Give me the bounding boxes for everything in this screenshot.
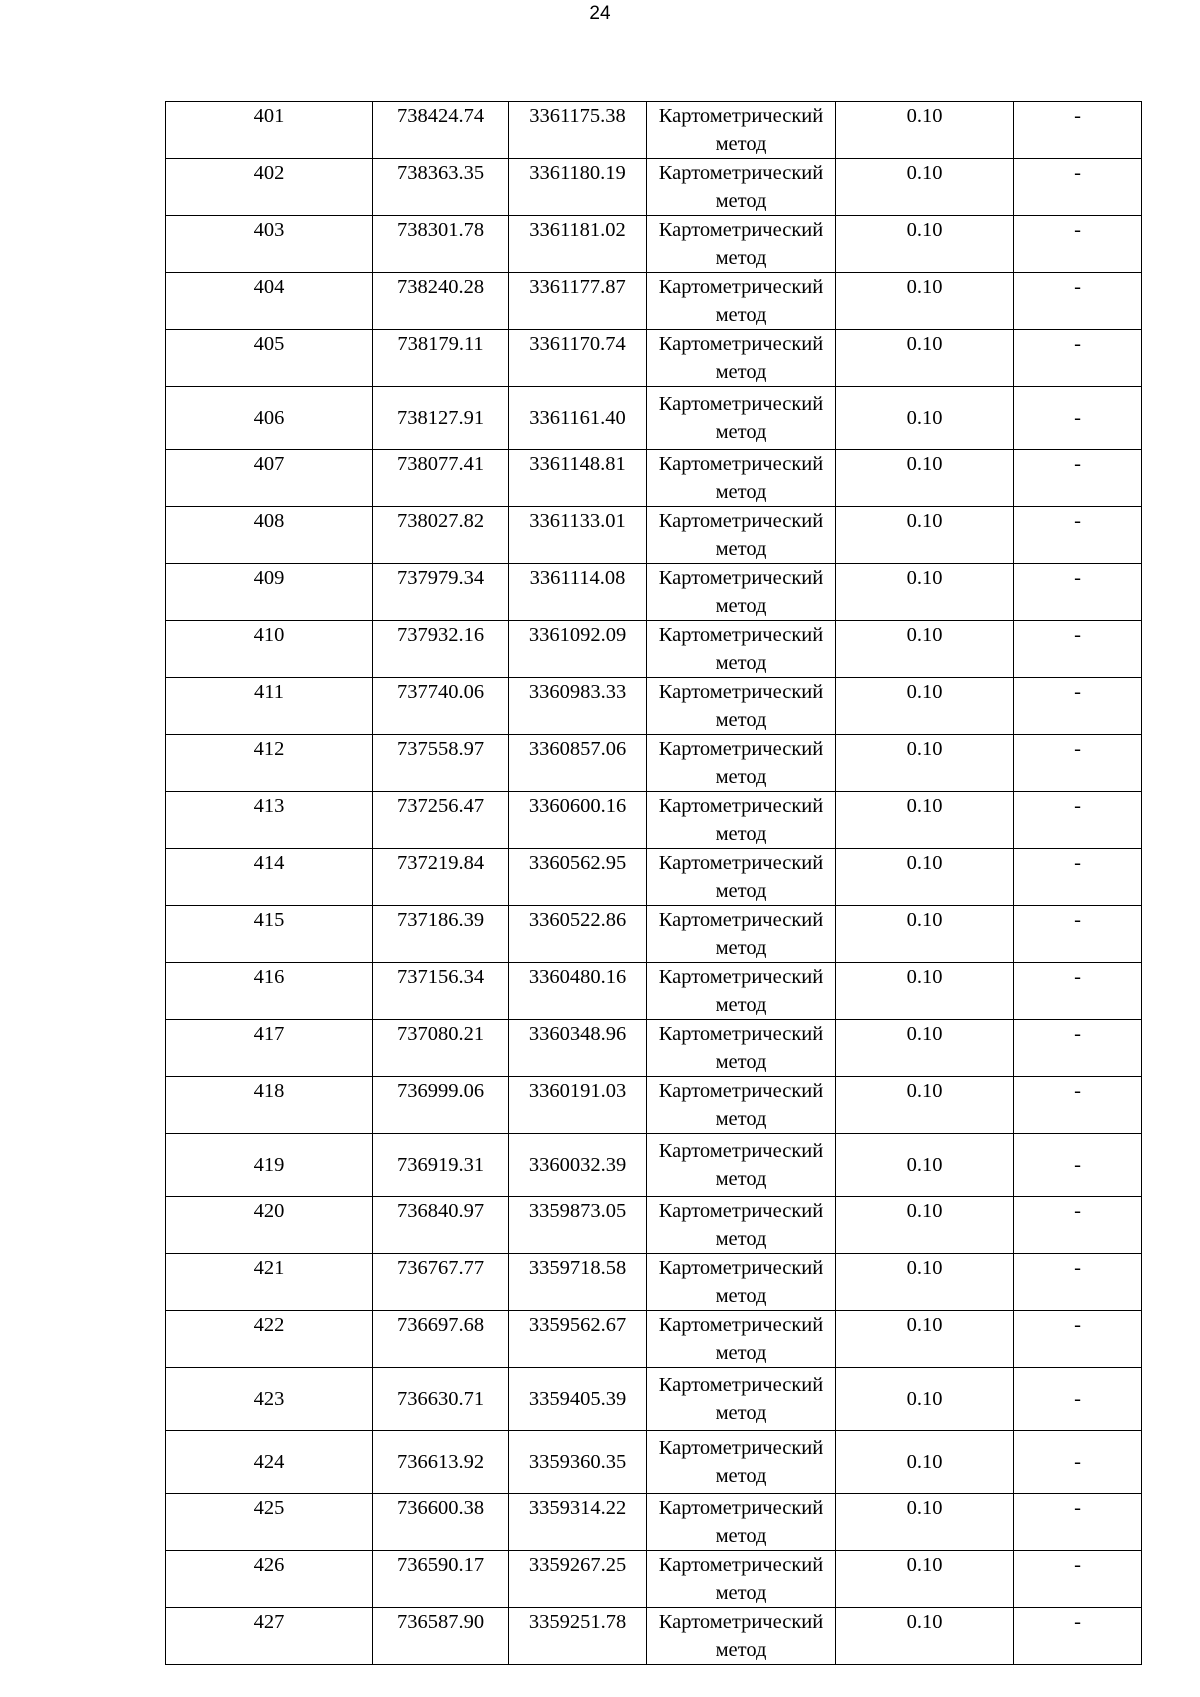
y-coordinate-cell: 3359267.25: [509, 1551, 647, 1608]
y-coordinate-cell: 3359314.22: [509, 1494, 647, 1551]
method-cell: Картометрический метод: [647, 1197, 836, 1254]
point-number-cell: 422: [166, 1311, 373, 1368]
table-row: [166, 963, 1142, 1020]
method-cell: Картометрический метод: [647, 1494, 836, 1551]
accuracy-cell: 0.10: [836, 273, 1014, 330]
note-cell: -: [1014, 1020, 1142, 1077]
y-coordinate-cell: 3361180.19: [509, 159, 647, 216]
accuracy-cell: 0.10: [836, 1494, 1014, 1551]
x-coordinate-cell: 736999.06: [373, 1077, 509, 1134]
x-coordinate-cell: 738363.35: [373, 159, 509, 216]
point-number-cell: 426: [166, 1551, 373, 1608]
y-coordinate-cell: 3361133.01: [509, 507, 647, 564]
method-cell: Картометрический метод: [647, 1368, 836, 1431]
y-coordinate-cell: 3361114.08: [509, 564, 647, 621]
point-number-cell: 425: [166, 1494, 373, 1551]
note-cell: -: [1014, 906, 1142, 963]
method-cell: Картометрический метод: [647, 963, 836, 1020]
method-cell: Картометрический метод: [647, 102, 836, 159]
note-cell: -: [1014, 678, 1142, 735]
x-coordinate-cell: 738127.91: [373, 387, 509, 450]
table-row: [166, 1311, 1142, 1368]
accuracy-cell: 0.10: [836, 621, 1014, 678]
point-number-cell: 404: [166, 273, 373, 330]
x-coordinate-cell: 737219.84: [373, 849, 509, 906]
y-coordinate-cell: 3359360.35: [509, 1431, 647, 1494]
note-cell: -: [1014, 1134, 1142, 1197]
table-row: [166, 330, 1142, 387]
accuracy-cell: 0.10: [836, 1077, 1014, 1134]
accuracy-cell: 0.10: [836, 1254, 1014, 1311]
method-cell: Картометрический метод: [647, 216, 836, 273]
x-coordinate-cell: 737080.21: [373, 1020, 509, 1077]
note-cell: -: [1014, 1077, 1142, 1134]
point-number-cell: 405: [166, 330, 373, 387]
point-number-cell: 402: [166, 159, 373, 216]
note-cell: -: [1014, 387, 1142, 450]
note-cell: -: [1014, 216, 1142, 273]
x-coordinate-cell: 738424.74: [373, 102, 509, 159]
y-coordinate-cell: 3361175.38: [509, 102, 647, 159]
note-cell: -: [1014, 792, 1142, 849]
accuracy-cell: 0.10: [836, 1020, 1014, 1077]
table-row: [166, 102, 1142, 159]
table-row: [166, 906, 1142, 963]
method-cell: Картометрический метод: [647, 1551, 836, 1608]
x-coordinate-cell: 736590.17: [373, 1551, 509, 1608]
point-number-cell: 420: [166, 1197, 373, 1254]
note-cell: -: [1014, 1431, 1142, 1494]
table-row: [166, 387, 1142, 450]
x-coordinate-cell: 736919.31: [373, 1134, 509, 1197]
note-cell: -: [1014, 1197, 1142, 1254]
coordinates-table-body: [166, 102, 1142, 1665]
method-cell: Картометрический метод: [647, 1311, 836, 1368]
method-cell: Картометрический метод: [647, 330, 836, 387]
y-coordinate-cell: 3361148.81: [509, 450, 647, 507]
method-cell: Картометрический метод: [647, 792, 836, 849]
accuracy-cell: 0.10: [836, 678, 1014, 735]
y-coordinate-cell: 3360983.33: [509, 678, 647, 735]
note-cell: -: [1014, 507, 1142, 564]
accuracy-cell: 0.10: [836, 1134, 1014, 1197]
note-cell: -: [1014, 102, 1142, 159]
point-number-cell: 424: [166, 1431, 373, 1494]
accuracy-cell: 0.10: [836, 1368, 1014, 1431]
y-coordinate-cell: 3360480.16: [509, 963, 647, 1020]
x-coordinate-cell: 737979.34: [373, 564, 509, 621]
point-number-cell: 421: [166, 1254, 373, 1311]
table-row: [166, 1254, 1142, 1311]
method-cell: Картометрический метод: [647, 507, 836, 564]
table-row: [166, 450, 1142, 507]
coordinates-table: [165, 101, 1142, 1665]
accuracy-cell: 0.10: [836, 735, 1014, 792]
point-number-cell: 409: [166, 564, 373, 621]
y-coordinate-cell: 3361161.40: [509, 387, 647, 450]
table-row: [166, 1494, 1142, 1551]
method-cell: Картометрический метод: [647, 849, 836, 906]
accuracy-cell: 0.10: [836, 450, 1014, 507]
x-coordinate-cell: 737256.47: [373, 792, 509, 849]
table-row: [166, 849, 1142, 906]
y-coordinate-cell: 3360032.39: [509, 1134, 647, 1197]
note-cell: -: [1014, 330, 1142, 387]
note-cell: -: [1014, 159, 1142, 216]
x-coordinate-cell: 736840.97: [373, 1197, 509, 1254]
method-cell: Картометрический метод: [647, 1020, 836, 1077]
note-cell: -: [1014, 621, 1142, 678]
x-coordinate-cell: 736587.90: [373, 1608, 509, 1665]
y-coordinate-cell: 3359718.58: [509, 1254, 647, 1311]
note-cell: -: [1014, 273, 1142, 330]
accuracy-cell: 0.10: [836, 849, 1014, 906]
accuracy-cell: 0.10: [836, 963, 1014, 1020]
x-coordinate-cell: 738077.41: [373, 450, 509, 507]
note-cell: -: [1014, 1551, 1142, 1608]
x-coordinate-cell: 737186.39: [373, 906, 509, 963]
point-number-cell: 416: [166, 963, 373, 1020]
accuracy-cell: 0.10: [836, 159, 1014, 216]
y-coordinate-cell: 3361170.74: [509, 330, 647, 387]
x-coordinate-cell: 738027.82: [373, 507, 509, 564]
table-row: [166, 1608, 1142, 1665]
table-row: [166, 216, 1142, 273]
table-row: [166, 1197, 1142, 1254]
table-row: [166, 678, 1142, 735]
note-cell: -: [1014, 849, 1142, 906]
note-cell: -: [1014, 450, 1142, 507]
point-number-cell: 414: [166, 849, 373, 906]
x-coordinate-cell: 736600.38: [373, 1494, 509, 1551]
method-cell: Картометрический метод: [647, 159, 836, 216]
y-coordinate-cell: 3360191.03: [509, 1077, 647, 1134]
method-cell: Картометрический метод: [647, 450, 836, 507]
point-number-cell: 412: [166, 735, 373, 792]
method-cell: Картометрический метод: [647, 678, 836, 735]
method-cell: Картометрический метод: [647, 564, 836, 621]
y-coordinate-cell: 3359873.05: [509, 1197, 647, 1254]
point-number-cell: 417: [166, 1020, 373, 1077]
table-row: [166, 1551, 1142, 1608]
y-coordinate-cell: 3359251.78: [509, 1608, 647, 1665]
point-number-cell: 410: [166, 621, 373, 678]
accuracy-cell: 0.10: [836, 387, 1014, 450]
point-number-cell: 423: [166, 1368, 373, 1431]
note-cell: -: [1014, 1608, 1142, 1665]
table-row: [166, 735, 1142, 792]
y-coordinate-cell: 3360857.06: [509, 735, 647, 792]
y-coordinate-cell: 3361177.87: [509, 273, 647, 330]
accuracy-cell: 0.10: [836, 906, 1014, 963]
note-cell: -: [1014, 735, 1142, 792]
accuracy-cell: 0.10: [836, 330, 1014, 387]
table-row: [166, 792, 1142, 849]
accuracy-cell: 0.10: [836, 1197, 1014, 1254]
y-coordinate-cell: 3360600.16: [509, 792, 647, 849]
point-number-cell: 401: [166, 102, 373, 159]
method-cell: Картометрический метод: [647, 906, 836, 963]
method-cell: Картометрический метод: [647, 1431, 836, 1494]
note-cell: -: [1014, 963, 1142, 1020]
table-row: [166, 159, 1142, 216]
table-row: [166, 507, 1142, 564]
note-cell: -: [1014, 1368, 1142, 1431]
point-number-cell: 413: [166, 792, 373, 849]
accuracy-cell: 0.10: [836, 1431, 1014, 1494]
accuracy-cell: 0.10: [836, 564, 1014, 621]
method-cell: Картометрический метод: [647, 621, 836, 678]
y-coordinate-cell: 3361181.02: [509, 216, 647, 273]
table-row: [166, 1077, 1142, 1134]
accuracy-cell: 0.10: [836, 1551, 1014, 1608]
table-row: [166, 1431, 1142, 1494]
table-row: [166, 564, 1142, 621]
accuracy-cell: 0.10: [836, 102, 1014, 159]
note-cell: -: [1014, 1494, 1142, 1551]
x-coordinate-cell: 737558.97: [373, 735, 509, 792]
method-cell: Картометрический метод: [647, 387, 836, 450]
x-coordinate-cell: 736697.68: [373, 1311, 509, 1368]
table-row: [166, 621, 1142, 678]
y-coordinate-cell: 3359405.39: [509, 1368, 647, 1431]
accuracy-cell: 0.10: [836, 507, 1014, 564]
note-cell: -: [1014, 1311, 1142, 1368]
x-coordinate-cell: 736613.92: [373, 1431, 509, 1494]
x-coordinate-cell: 737156.34: [373, 963, 509, 1020]
table-row: [166, 273, 1142, 330]
point-number-cell: 408: [166, 507, 373, 564]
method-cell: Картометрический метод: [647, 1608, 836, 1665]
x-coordinate-cell: 738179.11: [373, 330, 509, 387]
point-number-cell: 419: [166, 1134, 373, 1197]
x-coordinate-cell: 738301.78: [373, 216, 509, 273]
method-cell: Картометрический метод: [647, 1254, 836, 1311]
method-cell: Картометрический метод: [647, 273, 836, 330]
x-coordinate-cell: 738240.28: [373, 273, 509, 330]
note-cell: -: [1014, 1254, 1142, 1311]
y-coordinate-cell: 3360522.86: [509, 906, 647, 963]
accuracy-cell: 0.10: [836, 792, 1014, 849]
method-cell: Картометрический метод: [647, 1077, 836, 1134]
table-row: [166, 1134, 1142, 1197]
page-number: 24: [589, 3, 611, 24]
x-coordinate-cell: 737740.06: [373, 678, 509, 735]
y-coordinate-cell: 3359562.67: [509, 1311, 647, 1368]
point-number-cell: 418: [166, 1077, 373, 1134]
y-coordinate-cell: 3360348.96: [509, 1020, 647, 1077]
point-number-cell: 411: [166, 678, 373, 735]
x-coordinate-cell: 736630.71: [373, 1368, 509, 1431]
x-coordinate-cell: 736767.77: [373, 1254, 509, 1311]
table-row: [166, 1020, 1142, 1077]
y-coordinate-cell: 3360562.95: [509, 849, 647, 906]
accuracy-cell: 0.10: [836, 1311, 1014, 1368]
point-number-cell: 406: [166, 387, 373, 450]
y-coordinate-cell: 3361092.09: [509, 621, 647, 678]
point-number-cell: 427: [166, 1608, 373, 1665]
point-number-cell: 407: [166, 450, 373, 507]
accuracy-cell: 0.10: [836, 1608, 1014, 1665]
point-number-cell: 403: [166, 216, 373, 273]
method-cell: Картометрический метод: [647, 1134, 836, 1197]
point-number-cell: 415: [166, 906, 373, 963]
method-cell: Картометрический метод: [647, 735, 836, 792]
x-coordinate-cell: 737932.16: [373, 621, 509, 678]
accuracy-cell: 0.10: [836, 216, 1014, 273]
note-cell: -: [1014, 564, 1142, 621]
table-row: [166, 1368, 1142, 1431]
